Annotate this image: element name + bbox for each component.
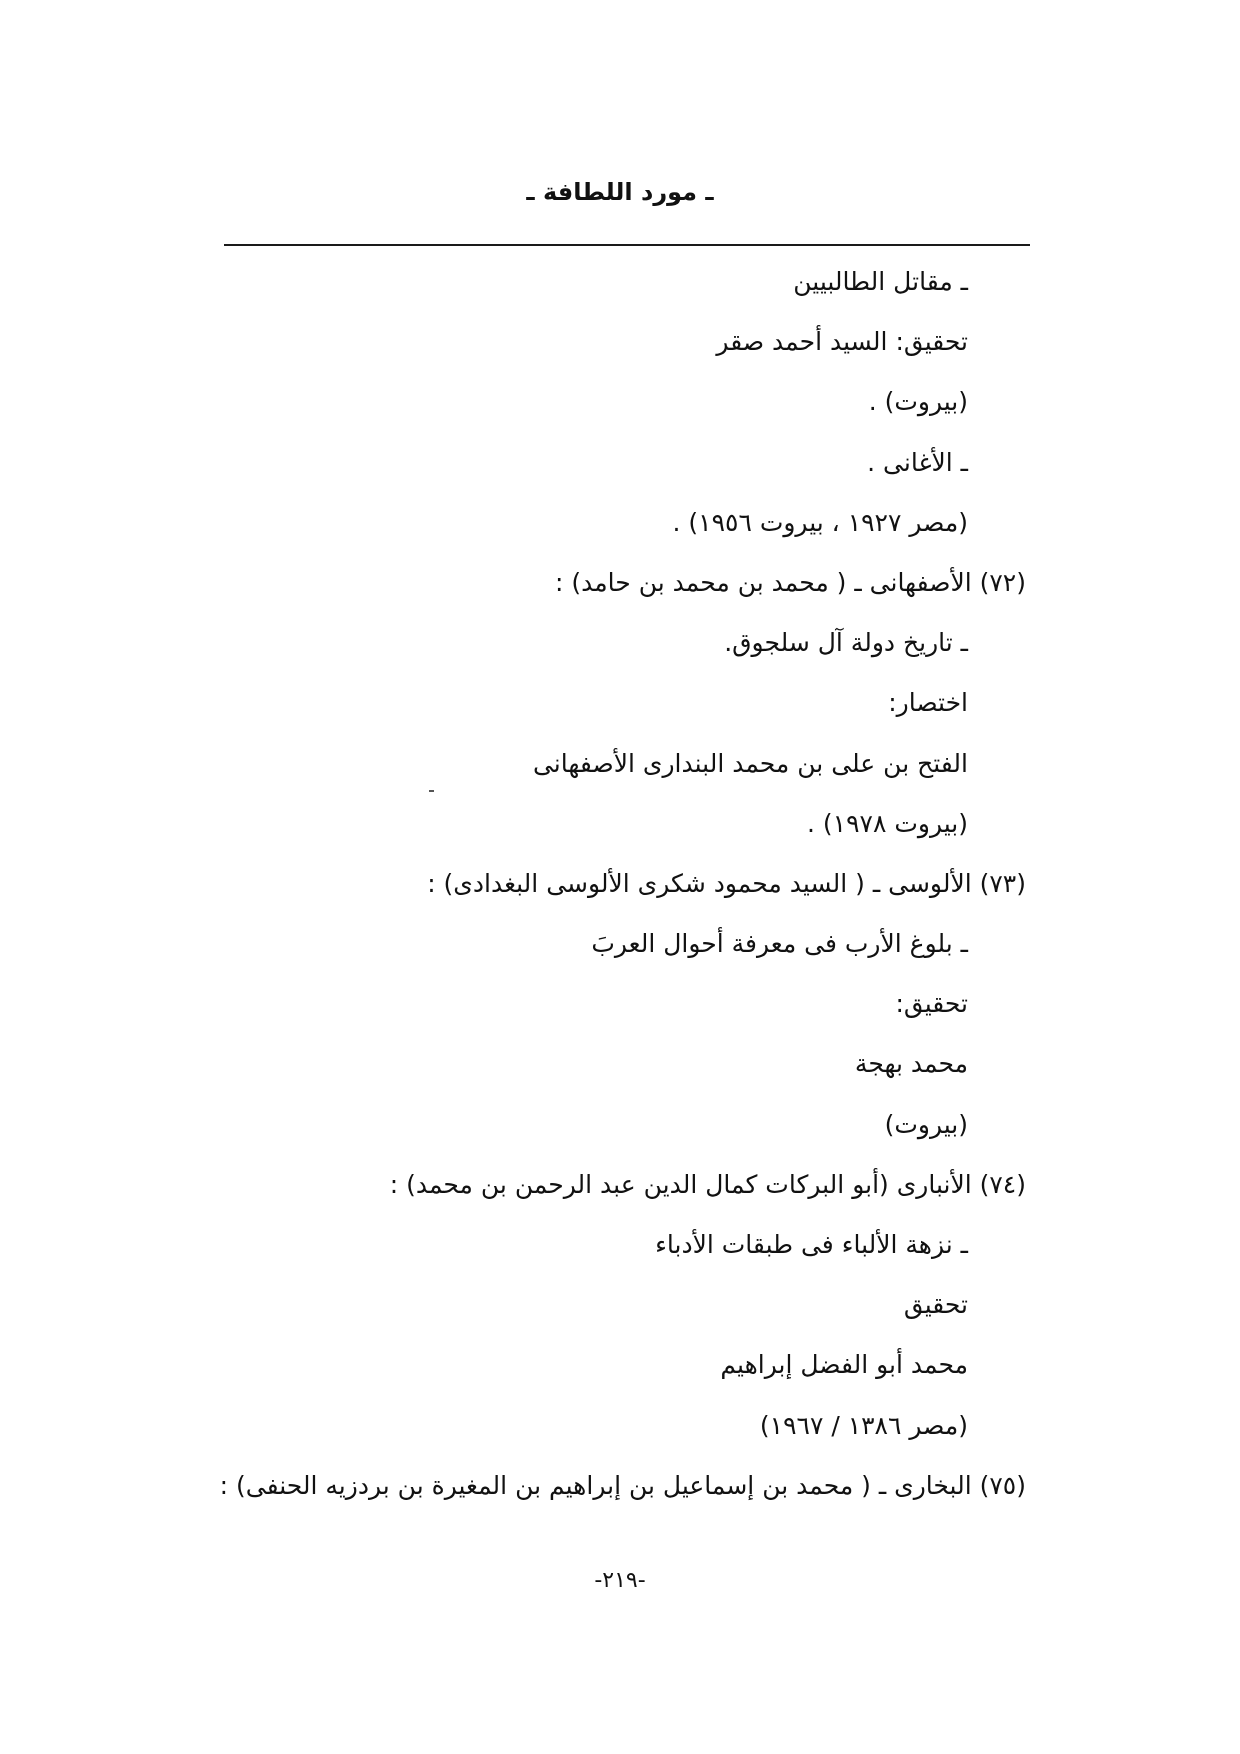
header-rule xyxy=(224,244,1030,246)
entry-line: (بيروت) xyxy=(884,1109,968,1139)
entry-line: ـ تاريخ دولة آل سلجوق. xyxy=(724,628,968,658)
entry-line: الفتح بن على بن محمد البندارى الأصفهانى xyxy=(532,748,968,778)
entry-line: تحقيق xyxy=(903,1290,968,1320)
author-heading: (٧٢) الأصفهانى ـ ( محمد بن محمد بن حامد) : xyxy=(555,567,1026,597)
entry-line: اختصار: xyxy=(888,688,968,718)
author-heading: (٧٤) الأنبارى (أبو البركات كمال الدين عبد الرحمن بن محمد) : xyxy=(389,1169,1026,1199)
author-heading: (٧٣) الألوسى ـ ( السيد محمود شكرى الألوسى البغدادى) : xyxy=(427,868,1026,898)
entry-line: ـ الأغانى . xyxy=(867,447,968,477)
entry-line: (بيروت ١٩٧٨) . xyxy=(807,808,968,838)
page-number: -٢١٩- xyxy=(594,1568,646,1593)
entry-line: محمد بهجة xyxy=(854,1049,968,1079)
entry-line: ـ نزهة الألباء فى طبقات الأدباء xyxy=(655,1230,968,1259)
scan-speck xyxy=(429,790,434,792)
entry-line: ـ مقاتل الطالبيين xyxy=(793,267,968,296)
entry-line: (بيروت) . xyxy=(868,387,968,417)
author-heading: (٧٥) البخارى ـ ( محمد بن إسماعيل بن إبراهيم بن المغيرة بن بردزيه الحنفى) : xyxy=(219,1470,1026,1500)
bibliography-list xyxy=(200,252,1026,1516)
entry-line: تحقيق: السيد أحمد صقر xyxy=(716,327,968,357)
entry-line: تحقيق: xyxy=(895,989,968,1019)
entry-line: (مصر ١٣٨٦ / ١٩٦٧) xyxy=(759,1410,968,1440)
entry-line: (مصر ١٩٢٧ ، بيروت ١٩٥٦) . xyxy=(672,507,968,537)
entry-line: ـ بلوغ الأرب فى معرفة أحوال العربَ xyxy=(591,929,968,959)
running-title: ـ مورد اللطافة ـ xyxy=(526,178,714,206)
entry-line: محمد أبو الفضل إبراهيم xyxy=(720,1350,968,1380)
